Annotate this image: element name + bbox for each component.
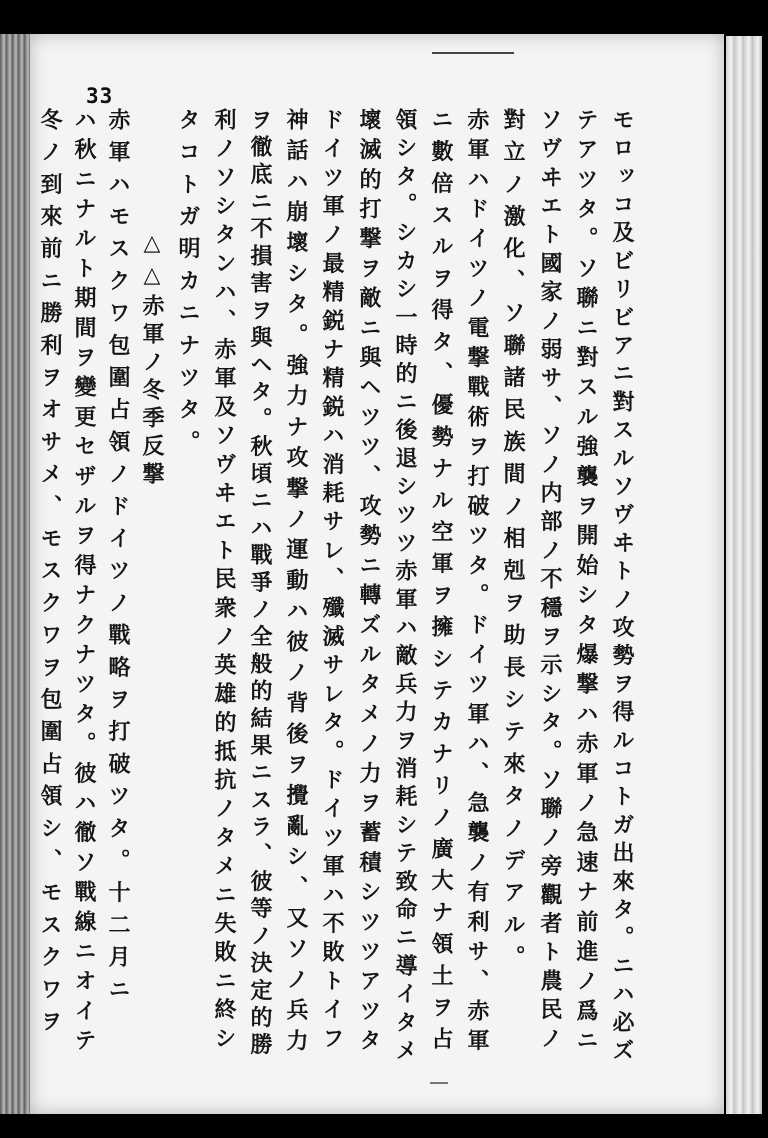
text-column-16: 冬ノ到來前ニ勝利ヲオサメ、モスクワヲ包圍占領シ、モスクワヲ [37,108,63,1042]
text-column-1: モロッコ及ビリビアニ對スルソヴヰトノ攻勢ヲ得ルコトガ出來タ。ニハ必ズ [609,108,635,1067]
text-column-14: 赤軍ハモスクワ包圍占領ノドイツノ戰略ヲ打破ツタ。十二月ニ [105,108,131,1010]
text-column-2: テアツタ。ソ聯ニ對スル強襲ヲ開始シタ爆撃ハ赤軍ノ急速ナ前進ノ爲ニ [573,108,599,1059]
text-column-15: ハ秋ニナルト期間ヲ變更セザルヲ得ナクナツタ。彼ハ徹ソ戰線ニオイテ [71,108,97,1059]
text-column-12: 利ノソシタンハ、赤軍及ソヴヰエト民衆ノ英雄的抵抗ノタメニ失敗ニ終シ [211,108,237,1056]
text-column-4: 對立ノ激化、ソ聯諸民族間ノ相剋ヲ助長シテ來タノデアル。 [500,108,526,978]
text-column-5: 赤軍ハドイツノ電撃戰術ヲ打破ツタ。ドイツ軍ハ、急襲ノ有利サ、赤軍 [464,108,490,1059]
text-column-8: 壞滅的打撃ヲ敵ニ與ヘツツ、攻勢ニ轉ズルタメノ力ヲ蓄積シツツアツタ [356,108,382,1059]
text-column-3: ソヴヰエト國家ノ弱サ、ソノ内部ノ不穩ヲ示シタ。ソ聯ノ旁觀者ト農民ノ [537,108,563,1056]
text-column-13: タコトガ明カニナツタ。 [175,108,201,463]
page-edge-strip [726,36,762,1114]
text-column-7: 領シタ。シカシ一時的ニ後退シツツ赤軍ハ敵兵力ヲ消耗シテ致命ニ導イタメ [392,108,418,1067]
text-column-10: 神話ハ崩壞シタ。強力ナ攻撃ノ運動ハ彼ノ背後ヲ攪亂シ、又ソノ兵力 [283,108,309,1060]
top-rule-mark [432,52,514,54]
text-column-9: ドイツ軍ノ最精鋭ナ精鋭ハ消耗サレ、殲滅サレタ。ドイツ軍ハ不敗トイフ [319,108,345,1056]
text-column-6: ニ數倍スルヲ得タ、優勢ナル空軍ヲ擁シテカナリノ廣大ナ領土ヲ占 [428,108,454,1059]
text-column-11: ヲ徹底ニ不損害ヲ與ヘタ。秋頃ニハ戰爭ノ全般的結果ニスラ、彼等ノ決定的勝 [247,108,273,1060]
book-binding-edge [0,34,34,1114]
page-number: 33 [86,84,114,108]
section-heading: △△赤軍ノ冬季反撃 [139,230,165,490]
bottom-rule-mark [430,1082,448,1084]
